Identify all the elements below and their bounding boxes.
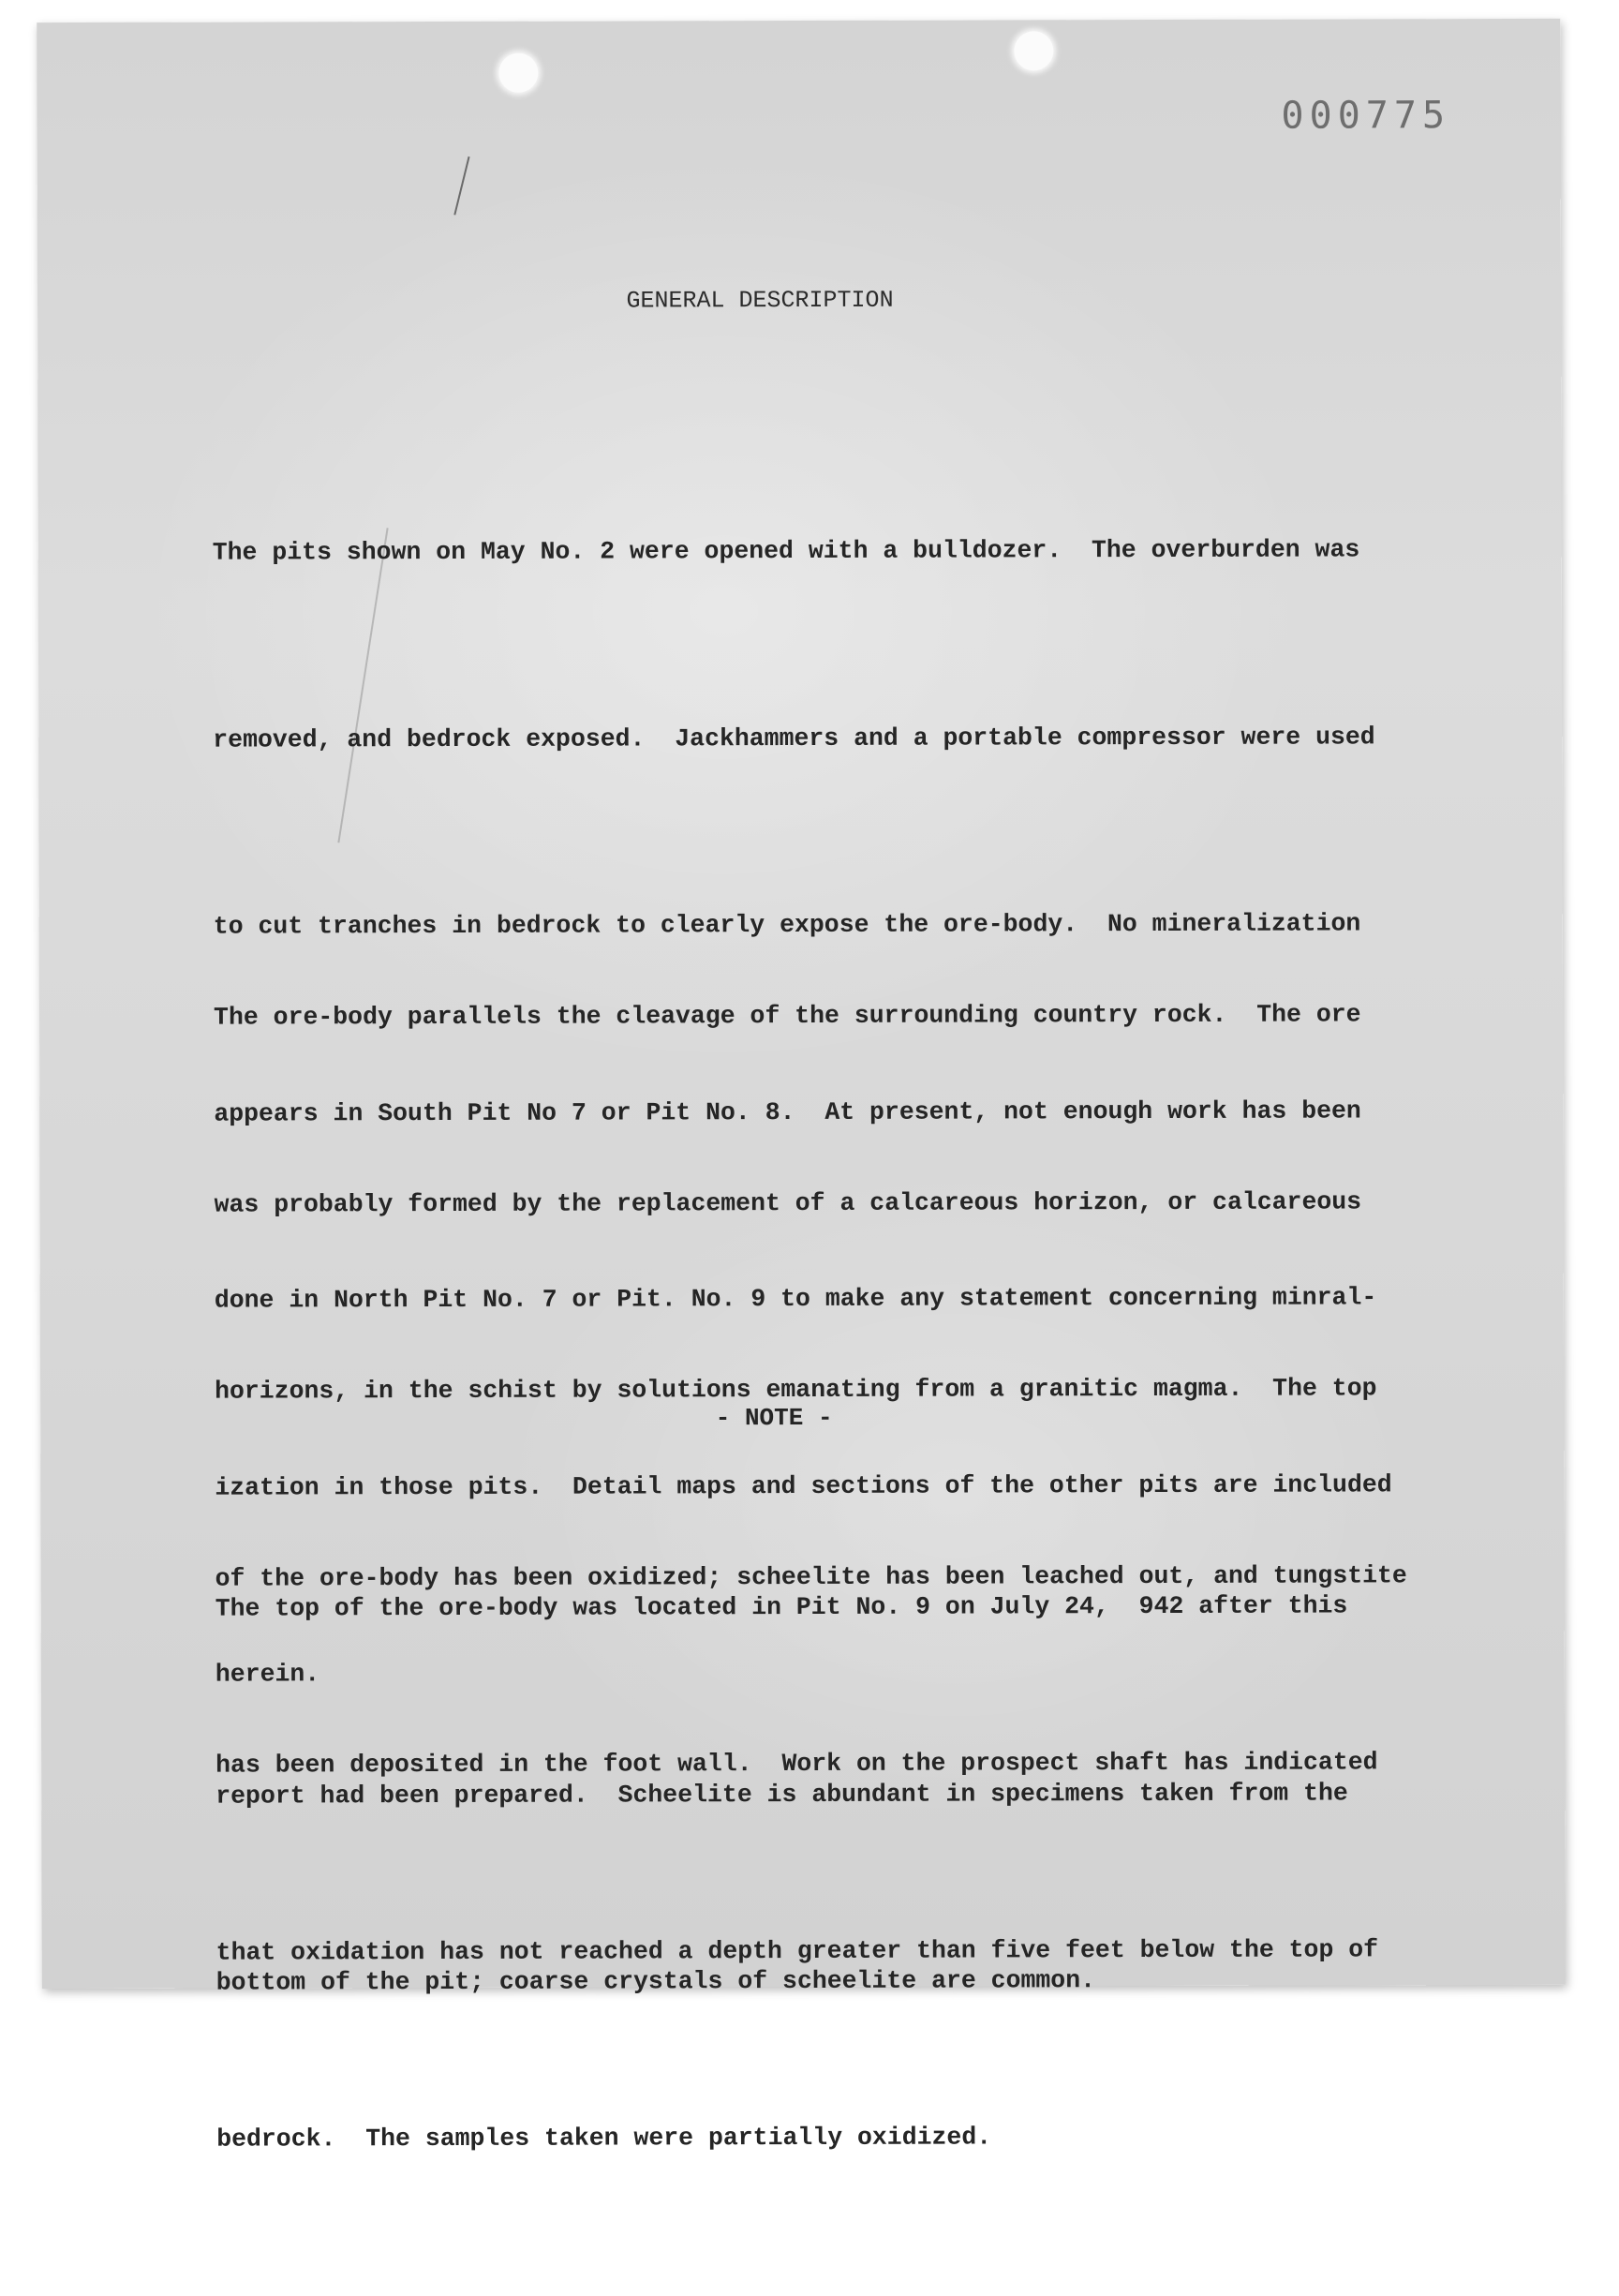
text-line: bedrock. The samples taken were partially oxidized.	[216, 2123, 992, 2154]
text-line: ization in those pits. Detail maps and sections of the other pits are included	[215, 1469, 1392, 1502]
text-line: of the ore-body has been oxidized; scheelite has been leached out, and tungstite	[215, 1560, 1407, 1593]
punch-hole-right	[1014, 31, 1053, 70]
note-paragraph	[215, 1450, 1349, 2139]
note-heading: - NOTE -	[715, 1403, 833, 1433]
text-line: has been deposited in the foot wall. Work on the prospect shaft has indicated	[215, 1748, 1378, 1780]
text-line: to cut tranches in bedrock to clearly expose the ore-body. No mineralization	[213, 909, 1361, 941]
text-line: The ore-body parallels the cleavage of the surrounding country rock. The ore	[213, 1000, 1361, 1032]
text-line: done in North Pit No. 7 or Pit. No. 9 to make any statement concerning minral-	[214, 1283, 1377, 1315]
text-line: report had been prepared. Scheelite is abundant in specimens taken from the	[215, 1778, 1348, 1811]
page-number: 000775	[1281, 94, 1451, 138]
text-line: The top of the ore-body was located in Pit No. 9 on July 24, 942 after this	[215, 1591, 1348, 1623]
text-line: appears in South Pit No 7 or Pit No. 8. At present, not enough work has been	[214, 1096, 1361, 1128]
text-line: that oxidation has not reached a depth greater than five feet below the top of	[215, 1934, 1379, 1967]
text-line: was probably formed by the replacement of a calcareous horizon, or calcareous	[214, 1186, 1362, 1219]
text-line: The pits shown on May No. 2 were opened with a bulldozer. The overburden was	[212, 535, 1360, 567]
paper-sheet	[37, 19, 1565, 2154]
pencil-mark	[453, 157, 469, 216]
text-line: horizons, in the schist by solutions emanating from a granitic magma. The top	[215, 1374, 1377, 1406]
text-line: herein.	[215, 1660, 320, 1689]
punch-hole-left	[498, 53, 538, 93]
page-title: GENERAL DESCRIPTION	[626, 286, 894, 315]
text-line: removed, and bedrock exposed. Jackhammers and a portable compressor were used	[213, 722, 1375, 754]
text-line: bottom of the pit; coarse crystals of scheelite are common.	[215, 1966, 1096, 1997]
